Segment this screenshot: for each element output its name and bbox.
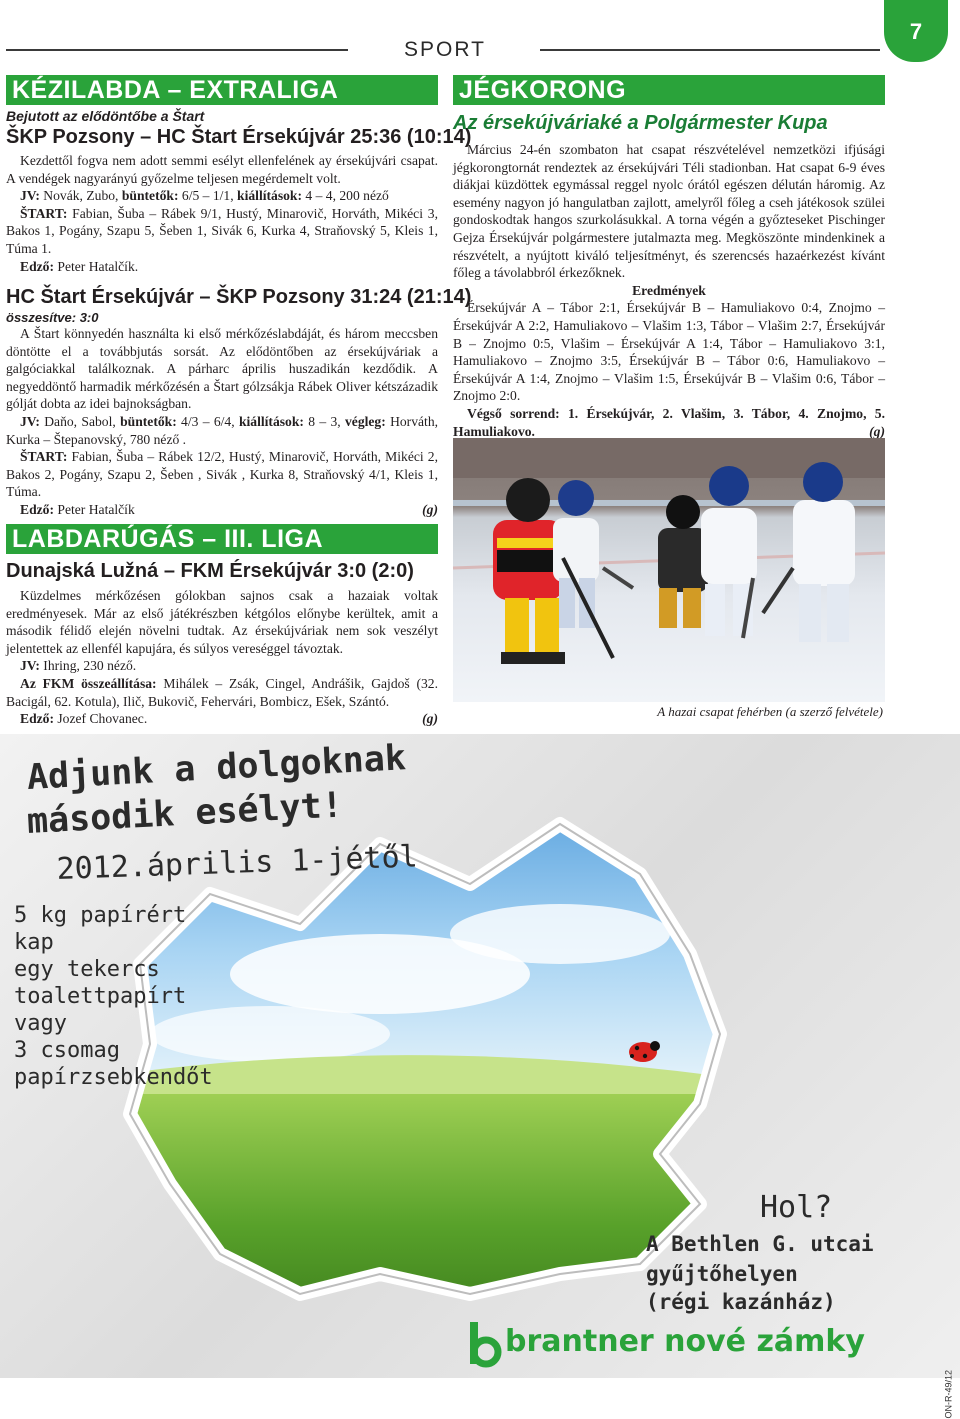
coach: Edző: Peter Hatalčík. [20,258,139,274]
paragraph: Küzdelmes mérkőzésen gólokban sajnos csak a hazaiak voltak eredményesek. Már az első játékrészben kétgólos előnybe kerültek, amit a második félidő elején növelni tudtak. Az érsekújváriak nem sok veszélyt jelentettek az ellenfél kapujára, és súlyos vereséggel távoztak. [6,588,438,656]
attendance: JV: Ihring, 230 néző. [20,658,137,674]
brantner-logo-icon [470,1322,498,1364]
headline-hockey: Az érsekújváriaké a Polgármester Kupa [453,112,828,134]
header-rule-right [540,49,880,51]
paragraph: Március 24-én szombaton hat csapat részvételével nemzetközi ifjúsági jégkorongtornát rendeztek az érsekújvári Téli stadionban. Hat csapat 6-9 éves diákjai küzdöttek egymással reggel nyolc órától egészen délután háromig. Az esemény nagyon jó hangulatban zajlott, amelyről főleg a cseh játékosok szülei gondoskodtak hangos szurkolásukkal. A torna végén a győzteseket Pischinger Gejza Érsekújvár polgármestere jutalmazta meg. Megköszönte mindenkinek a részvételt, a nyújtott kiváló teljesítményt, és szerencsés hazaérkezést kívánt főleg a távolabbról érkezőknek. [453,142,885,281]
article-match3 [6,587,438,728]
results: Érsekújvár A – Tábor 2:1, Érsekújvár B – Hamuliakovo 0:4, Znojmo – Érsekújvár A 2:2, Hamuliakovo – Vlašim 1:3, Tábor – Vlašim 2:7, Érsekújvár B – Znojmo 0:5, Vlašim – Érsekújvár A 1:4, Tábor – Hamuliakovo 3:1, Hamuliakovo – Znojmo 3:5, Érsekújvár B – Tábor 0:6, Hamuliakovo – Érsekújvár A 1:4, Znojmo – Vlašim 1:5, Érsekújvár B – Vlašim 0:6, Tábor – Znojmo 2:0. [453,300,885,404]
ad-code: ON-R-49/12 [944,1370,954,1419]
lineup: ŠTART: Fabian, Šuba – Rábek 12/2, Hustý, Minarovič, Horváth, Mikéci 2, Bakos 2, Pogány, Szapu 2, Šeben , Sivák , Kurka 8, Straňovský 4/1, Kleis 1, Túma. [6,449,438,500]
signature: (g) [869,423,885,439]
aggregate-score: összesítve: 3:0 [6,310,99,325]
ad-headline-2: második esélyt! [26,785,344,842]
results-title: Eredmények [632,282,706,298]
section-label: SPORT [404,38,486,61]
coach: Edző: Jozef Chovanec. (g) [20,711,438,727]
ad-date: 2012.április 1-jétől [56,839,419,887]
final-standings: Végső sorrend: 1. Érsekújvár, 2. Vlašim, 3. Tábor, 4. Znojmo, 5. Hamuliakovo. (g) [453,405,885,439]
ad-where: Hol? [760,1190,833,1225]
coach: Edző: Peter Hatalčík (g) [20,501,438,517]
paragraph: A Štart könnyedén használta ki első mérkőzéslabdáját, és három meccsben döntötte el a továbbjutás sorsát. Az elődöntőben az érsekújváriak a galgóciakkal találkoznak. A párharc április huszadikán kezdődik. A negyeddöntő harmadik mérkőzésén a Štart gólzsákja Rábek Oliver kétszázadik gólját dobta az idei bajnokságban. [6,326,438,412]
section-bar-handball: KÉZILABDA – EXTRALIGA [6,75,438,105]
kicker: Bejutott az elődöntőbe a Štart [6,108,205,124]
officials: JV: Daňo, Sabol, büntetők: 4/3 – 6/4, kiállítások: 8 – 3, végleg: Horváth, Kurka – Štepanovský, 780 néző . [6,413,439,447]
hockey-photo [453,438,885,702]
officials: JV: Novák, Zubo, büntetők: 6/5 – 1/1, kiállítások: 4 – 4, 200 néző [20,188,389,204]
article-hockey [453,141,885,440]
signature: (g) [422,501,438,517]
ad-address-1: A Bethlen G. utcai [646,1232,874,1256]
headline-match1: ŠKP Pozsony – HC Štart Érsekújvár 25:36 (10:14) [6,126,472,148]
headline-match2: HC Štart Érsekújvár – ŠKP Pozsony 31:24 (21:14) [6,286,472,308]
signature: (g) [422,711,438,727]
article-match1 [6,152,438,275]
ad-headline-1: Adjunk a dolgoknak [26,738,407,798]
page-number: 7 [884,0,948,62]
hockey-players-illustration [453,438,885,702]
ad-offer: 5 kg papírért kap egy tekercs toalettpapírt vagy 3 csomag papírzsebkendőt [14,903,213,1090]
recycling-ad [0,734,960,1419]
section-bar-hockey: JÉGKORONG [453,75,885,105]
ad-address-3: (régi kazánház) [646,1290,836,1314]
paragraph: Kezdettől fogva nem adott semmi esélyt ellenfelének ay érsekújvári csapat. A vendégek nagyarányú győzelme teljesen megérdemelt volt. [6,153,438,186]
article-match2 [6,325,438,519]
brand-name: brantner nové zámky [505,1324,865,1359]
lineup: Az FKM összeállítása: Mihálek – Zsák, Cingel, Andrášik, Gajdoš (32. Bacigál, 62. Kotula), Ilič, Bukovič, Fehervári, Bombicz, Ešek, Szántó. [6,675,438,709]
ad-address-2: gyűjtőhelyen [646,1262,798,1286]
header-rule-left [6,49,348,51]
photo-caption: A hazai csapat fehérben (a szerző felvétele) [657,704,883,719]
headline-match3: Dunajská Lužná – FKM Érsekújvár 3:0 (2:0) [6,560,414,582]
section-bar-football: LABDARÚGÁS – III. LIGA [6,524,438,554]
lineup: ŠTART: Fabian, Šuba – Rábek 9/1, Hustý, Minarovič, Horváth, Mikéci 3, Bakos 1, Pogány, Szapu 5, Šeben 1, Sivák 6, Kurka 4, Straňovský 5, Kleis 1, Túma 1. [6,205,438,256]
